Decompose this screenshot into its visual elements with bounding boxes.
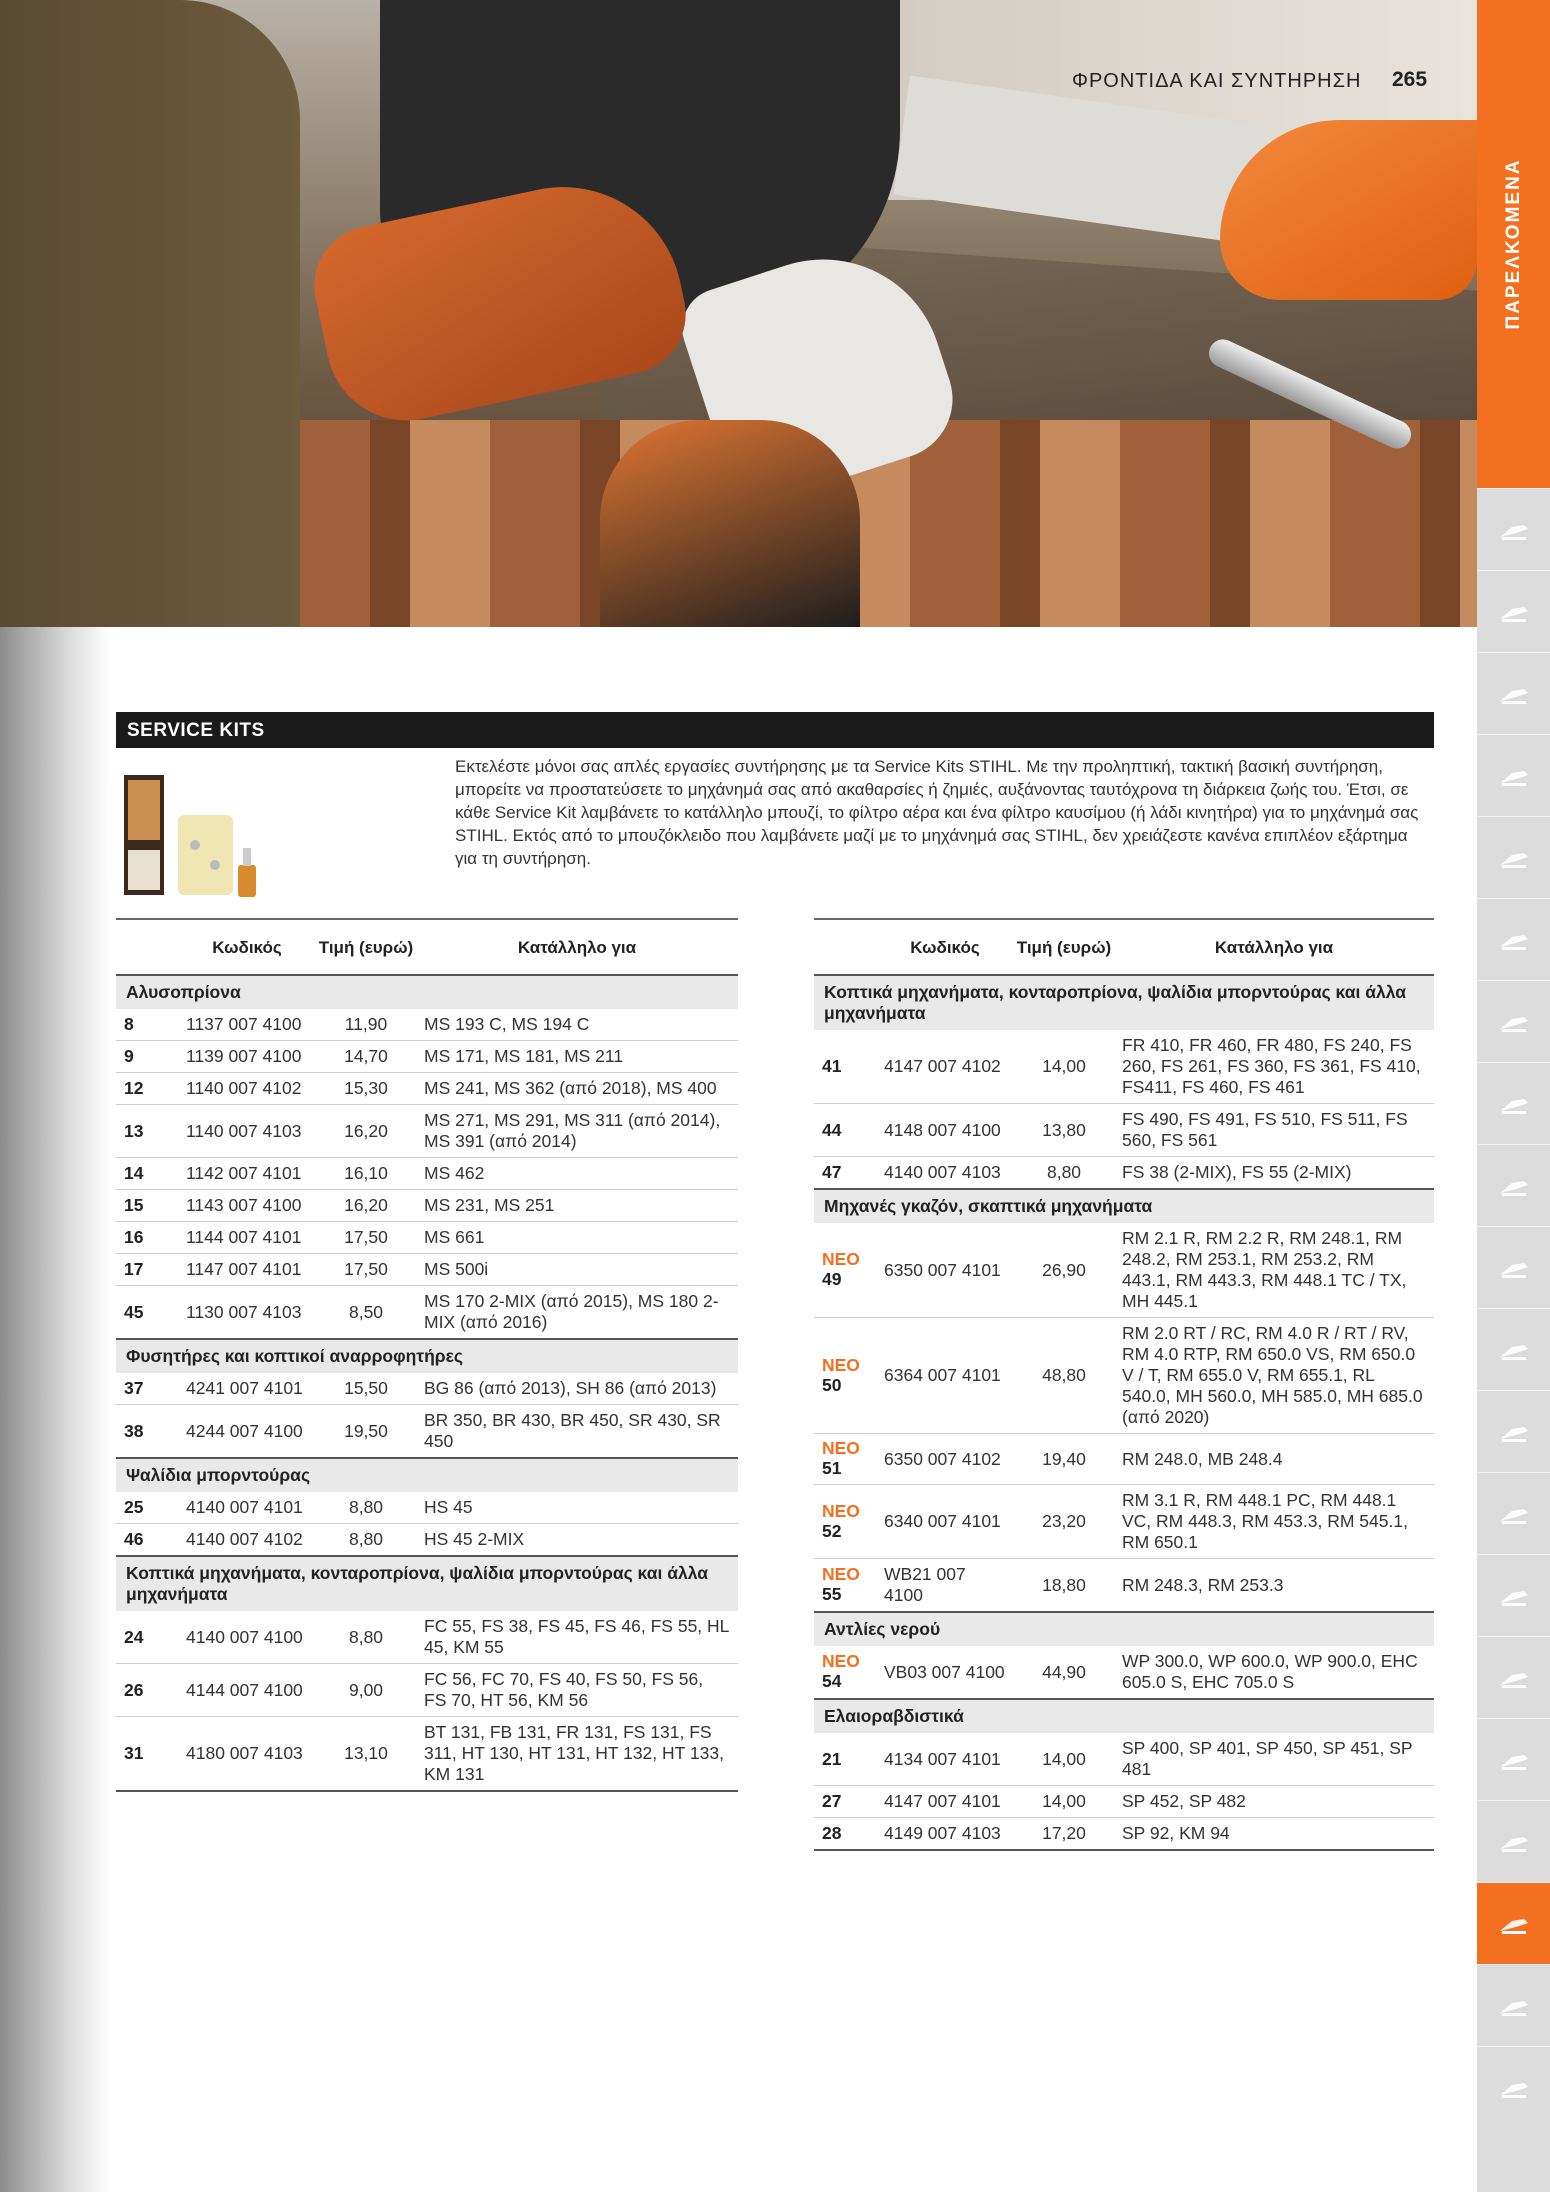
item-number: 15 [124, 1195, 144, 1215]
new-badge: ΝΕΟ [822, 1438, 860, 1458]
table-row [116, 1105, 738, 1158]
case-icon [1494, 1991, 1534, 2021]
item-price: 13,10 [316, 1717, 416, 1792]
item-code: WB21 007 4100 [876, 1559, 1014, 1613]
group-title: Φυσητήρες και κοπτικοί αναρροφητήρες [116, 1339, 738, 1373]
table-row [116, 1190, 738, 1222]
pressure-washer-icon [1494, 1335, 1534, 1365]
table-row [116, 1073, 738, 1105]
group-row [116, 1339, 738, 1373]
page-edge-shadow [0, 627, 110, 2192]
group-row [814, 1699, 1434, 1733]
item-price: 8,50 [316, 1286, 416, 1340]
item-fits: SP 400, SP 401, SP 450, SP 451, SP 481 [1114, 1733, 1434, 1786]
table-header [814, 919, 1434, 975]
chainsaw-icon [1494, 597, 1534, 627]
item-price: 19,40 [1014, 1434, 1114, 1485]
table-row [814, 1104, 1434, 1157]
item-fits: FR 410, FR 460, FR 480, FS 240, FS 260, FS 261, FS 360, FS 361, FS 410, FS411, FS 460, FS 461 [1114, 1030, 1434, 1104]
service-kits-heading: SERVICE KITS [116, 712, 1434, 748]
item-number: 44 [822, 1119, 842, 1140]
sidebar-tab-earth-auger[interactable] [1477, 1144, 1550, 1226]
column-header-fits: Κατάλληλο για [1114, 919, 1434, 975]
table-row [116, 1009, 738, 1041]
new-badge: ΝΕΟ [822, 1354, 860, 1375]
category-label: ΠΑΡΕΛΚΟΜΕΝΑ [1502, 158, 1524, 330]
item-price: 26,90 [1014, 1223, 1114, 1318]
sidebar-tab-case[interactable] [1477, 1964, 1550, 2046]
item-fits: HS 45 2-MIX [416, 1524, 738, 1557]
blower-icon [1494, 843, 1534, 873]
item-number: 12 [124, 1078, 144, 1098]
column-header-fits: Κατάλληλο για [416, 919, 738, 975]
item-code: 1140 007 4102 [178, 1073, 316, 1105]
group-row [116, 1458, 738, 1492]
item-code: 1130 007 4103 [178, 1286, 316, 1340]
item-code: 4244 007 4100 [178, 1405, 316, 1459]
group-title: Ελαιοραβδιστικά [814, 1699, 1434, 1733]
item-number: 45 [124, 1301, 144, 1322]
sidebar-tab-blower[interactable] [1477, 816, 1550, 898]
spray-bottle-icon [1494, 1909, 1534, 1939]
item-price: 14,00 [1014, 1733, 1114, 1786]
item-number: 51 [822, 1458, 842, 1478]
column-header-code: Κωδικός [178, 919, 316, 975]
new-badge: ΝΕΟ [822, 1249, 860, 1269]
item-number: 31 [124, 1743, 144, 1763]
item-price: 16,20 [316, 1190, 416, 1222]
table-row [116, 1405, 738, 1459]
item-code: 6340 007 4101 [876, 1485, 1014, 1559]
sidebar-tab-spray-bottle[interactable] [1477, 1882, 1550, 1964]
sidebar-tab-axe[interactable] [1477, 1718, 1550, 1800]
item-price: 9,00 [316, 1664, 416, 1717]
category-label-tab[interactable] [1477, 0, 1550, 488]
item-code: 1137 007 4100 [178, 1009, 316, 1041]
sidebar-tab-lawn-mower[interactable] [1477, 898, 1550, 980]
table-row [814, 1157, 1434, 1190]
item-number: 9 [124, 1046, 134, 1066]
item-number: 14 [124, 1163, 144, 1183]
item-fits: FC 55, FS 38, FS 45, FS 46, FS 55, HL 45, KM 55 [416, 1611, 738, 1664]
item-code: VB03 007 4100 [876, 1646, 1014, 1699]
group-row [814, 975, 1434, 1030]
item-number: 41 [822, 1056, 842, 1076]
shredder-icon [1494, 1581, 1534, 1611]
item-code: 1139 007 4100 [178, 1041, 316, 1073]
item-code: 4140 007 4103 [876, 1157, 1014, 1190]
service-kits-table-right [814, 918, 1434, 1851]
sidebar-tab-jacket[interactable] [1477, 1636, 1550, 1718]
item-number: 52 [822, 1520, 842, 1541]
tiller-icon [1494, 1089, 1534, 1119]
table-row [116, 1492, 738, 1524]
item-fits: MS 271, MS 291, MS 311 (από 2014), MS 391 (από 2014) [416, 1105, 738, 1158]
item-fits: RM 2.1 R, RM 2.2 R, RM 248.1, RM 248.2, RM 253.1, RM 253.2, RM 443.1, RM 443.3, RM 448.1 TC / TX, MH 445.1 [1114, 1223, 1434, 1318]
service-kits-description: Εκτελέστε μόνοι σας απλές εργασίες συντήρησης με τα Service Kits STIHL. Με την προληπτική, τακτική βασική συντήρηση, μπορείτε να προστατεύσετε το μηχάνημά σας από ακαθαρσίες ή ζημιές, αυξάνοντας ταυτόχρονα τη διάρκεια ζωής του. Έτσι, σε κάθε Service Kit λαμβάνετε το κατάλληλο μπουζί, το φίλτρο αέρα και ένα φίλτρο καυσίμου (ή λάδι κινητήρα) για το μηχάνημά σας STIHL. Εκτός από το μπουζόκλειδο που λαμβάνετε μαζί με το μηχάνημά σας STIHL, δεν χρειάζεστε κανένα επιπλέον εξάρτημα για τη συντήρηση. [455, 757, 1419, 868]
item-number: 16 [124, 1227, 144, 1247]
item-fits: MS 231, MS 251 [416, 1190, 738, 1222]
item-number: 17 [124, 1259, 144, 1279]
sidebar-tab-brushcutter[interactable] [1477, 980, 1550, 1062]
page-number: 265 [1392, 68, 1428, 91]
jacket-icon [1494, 1663, 1534, 1693]
item-fits: HS 45 [416, 1492, 738, 1524]
item-code: 6350 007 4102 [876, 1434, 1014, 1485]
column-header-price: Τιμή (ευρώ) [316, 919, 416, 975]
pole-saw-icon [1494, 679, 1534, 709]
item-code: 4140 007 4100 [178, 1611, 316, 1664]
table-row [116, 1222, 738, 1254]
item-fits: SP 452, SP 482 [1114, 1786, 1434, 1818]
cut-off-saw-icon [1494, 761, 1534, 791]
item-code: 1143 007 4100 [178, 1190, 316, 1222]
item-price: 13,80 [1014, 1104, 1114, 1157]
service-kits-table-left [116, 918, 738, 1792]
item-number: 47 [822, 1162, 842, 1182]
item-number: 28 [822, 1823, 842, 1843]
item-price: 17,20 [1014, 1818, 1114, 1851]
axe-icon [1494, 1745, 1534, 1775]
item-price: 48,80 [1014, 1318, 1114, 1434]
section-title: ΦΡΟΝΤΙΔΑ ΚΑΙ ΣΥΝΤΗΡΗΣΗ [1072, 70, 1362, 92]
sidebar-tab-shredder[interactable] [1477, 1554, 1550, 1636]
table-row [814, 1786, 1434, 1818]
item-price: 8,80 [1014, 1157, 1114, 1190]
item-number: 21 [822, 1748, 842, 1769]
table-row [814, 1559, 1434, 1613]
item-fits: FS 490, FS 491, FS 510, FS 511, FS 560, FS 561 [1114, 1104, 1434, 1157]
item-fits: MS 462 [416, 1158, 738, 1190]
column-header-price: Τιμή (ευρώ) [1014, 919, 1114, 975]
item-fits: MS 193 C, MS 194 C [416, 1009, 738, 1041]
category-sidebar [1477, 0, 1550, 2192]
item-price: 14,00 [1014, 1030, 1114, 1104]
group-row [814, 1189, 1434, 1223]
item-fits: MS 500i [416, 1254, 738, 1286]
item-fits: MS 661 [416, 1222, 738, 1254]
item-code: 6364 007 4101 [876, 1318, 1014, 1434]
table-row [814, 1733, 1434, 1786]
item-code: 4140 007 4102 [178, 1524, 316, 1557]
table-row [814, 1030, 1434, 1104]
item-number: 13 [124, 1120, 144, 1141]
item-price: 19,50 [316, 1405, 416, 1459]
table-row [814, 1646, 1434, 1699]
table-row [116, 1041, 738, 1073]
item-fits: WP 300.0, WP 600.0, WP 900.0, EHC 605.0 S, EHC 705.0 S [1114, 1646, 1434, 1699]
table-row [116, 1524, 738, 1557]
generator-icon [1494, 1253, 1534, 1283]
item-price: 8,80 [316, 1524, 416, 1557]
item-code: 4241 007 4101 [178, 1373, 316, 1405]
item-price: 44,90 [1014, 1646, 1114, 1699]
item-number: 54 [822, 1671, 842, 1691]
item-code: 4180 007 4103 [178, 1717, 316, 1792]
tshirt-icon [1494, 2073, 1534, 2103]
table-row [116, 1664, 738, 1717]
new-badge: ΝΕΟ [822, 1651, 860, 1671]
battery-icon [1494, 515, 1534, 545]
sidebar-tab-hedge-trimmer[interactable] [1477, 1390, 1550, 1472]
earth-auger-icon [1494, 1171, 1534, 1201]
lawn-mower-icon [1494, 925, 1534, 955]
sidebar-tab-chainsaw[interactable] [1477, 570, 1550, 652]
item-number: 26 [124, 1679, 144, 1700]
item-code: 1147 007 4101 [178, 1254, 316, 1286]
table-row [116, 1158, 738, 1190]
item-code: 4144 007 4100 [178, 1664, 316, 1717]
sidebar-tab-tiller[interactable] [1477, 1062, 1550, 1144]
toolbox-icon [1494, 1827, 1534, 1857]
sidebar-tab-toolbox[interactable] [1477, 1800, 1550, 1882]
group-title: Ψαλίδια μπορντούρας [116, 1458, 738, 1492]
item-fits: MS 170 2-MIX (από 2015), MS 180 2-MIX (από 2016) [416, 1286, 738, 1340]
item-price: 23,20 [1014, 1485, 1114, 1559]
item-fits: RM 248.3, RM 253.3 [1114, 1559, 1434, 1613]
sidebar-tab-pole-saw[interactable] [1477, 652, 1550, 734]
group-title: Μηχανές γκαζόν, σκαπτικά μηχανήματα [814, 1189, 1434, 1223]
item-code: 1144 007 4101 [178, 1222, 316, 1254]
hero-photo [0, 0, 1477, 627]
item-code: 4140 007 4101 [178, 1492, 316, 1524]
sprayer-icon [1494, 1499, 1534, 1529]
item-code: 4149 007 4103 [876, 1818, 1014, 1851]
sidebar-tab-battery[interactable] [1477, 488, 1550, 570]
item-fits: RM 2.0 RT / RC, RM 4.0 R / RT / RV, RM 4.0 RTP, RM 650.0 VS, RM 650.0 V / T, RM 655.0 V, RM 655.1, RL 540.0, MH 560.0, MH 585.0, MH 685.0 (από 2020) [1114, 1318, 1434, 1434]
hedge-trimmer-icon [1494, 1417, 1534, 1447]
item-price: 15,50 [316, 1373, 416, 1405]
table-row [814, 1223, 1434, 1318]
brushcutter-icon [1494, 1007, 1534, 1037]
item-number: 24 [124, 1626, 144, 1647]
sidebar-tab-tshirt[interactable] [1477, 2046, 1550, 2128]
group-row [814, 1612, 1434, 1646]
item-price: 17,50 [316, 1222, 416, 1254]
table-row [814, 1485, 1434, 1559]
item-price: 16,10 [316, 1158, 416, 1190]
item-price: 18,80 [1014, 1559, 1114, 1613]
group-row [116, 1556, 738, 1611]
item-fits: RM 3.1 R, RM 448.1 PC, RM 448.1 VC, RM 448.3, RM 453.3, RM 545.1, RM 650.1 [1114, 1485, 1434, 1559]
item-fits: SP 92, KM 94 [1114, 1818, 1434, 1851]
item-fits: RM 248.0, MB 248.4 [1114, 1434, 1434, 1485]
item-code: 4148 007 4100 [876, 1104, 1014, 1157]
item-number: 50 [822, 1374, 842, 1395]
new-badge: ΝΕΟ [822, 1500, 860, 1521]
group-title: Κοπτικά μηχανήματα, κονταροπρίονα, ψαλίδια μπορντούρας και άλλα μηχανήματα [814, 975, 1434, 1030]
item-price: 11,90 [316, 1009, 416, 1041]
table-row [814, 1318, 1434, 1434]
table-row [116, 1611, 738, 1664]
item-code: 1142 007 4101 [178, 1158, 316, 1190]
sidebar-tab-cut-off-saw[interactable] [1477, 734, 1550, 816]
table-header [116, 919, 738, 975]
column-header-code: Κωδικός [876, 919, 1014, 975]
item-fits: FS 38 (2-MIX), FS 55 (2-MIX) [1114, 1157, 1434, 1190]
item-price: 16,20 [316, 1105, 416, 1158]
item-price: 14,00 [1014, 1786, 1114, 1818]
sidebar-tab-generator[interactable] [1477, 1226, 1550, 1308]
item-price: 8,80 [316, 1611, 416, 1664]
sidebar-tab-sprayer[interactable] [1477, 1472, 1550, 1554]
table-row [116, 1717, 738, 1792]
item-code: 1140 007 4103 [178, 1105, 316, 1158]
item-number: 8 [124, 1014, 134, 1034]
item-code: 4134 007 4101 [876, 1733, 1014, 1786]
item-code: 4147 007 4101 [876, 1786, 1014, 1818]
item-number: 46 [124, 1529, 144, 1549]
item-fits: BG 86 (από 2013), SH 86 (από 2013) [416, 1373, 738, 1405]
item-price: 17,50 [316, 1254, 416, 1286]
item-number: 37 [124, 1378, 144, 1398]
table-row [814, 1818, 1434, 1851]
item-fits: MS 171, MS 181, MS 211 [416, 1041, 738, 1073]
item-fits: BT 131, FB 131, FR 131, FS 131, FS 311, HT 130, HT 131, HT 132, HT 133, KM 131 [416, 1717, 738, 1792]
group-title: Αλυσοπρίονα [116, 975, 738, 1009]
item-fits: BR 350, BR 430, BR 450, SR 430, SR 450 [416, 1405, 738, 1459]
service-kit-product-image [120, 770, 320, 905]
item-number: 25 [124, 1497, 144, 1517]
new-badge: ΝΕΟ [822, 1564, 860, 1584]
item-fits: FC 56, FC 70, FS 40, FS 50, FS 56, FS 70, HT 56, KM 56 [416, 1664, 738, 1717]
group-row [116, 975, 738, 1009]
table-row [814, 1434, 1434, 1485]
item-code: 6350 007 4101 [876, 1223, 1014, 1318]
table-row [116, 1254, 738, 1286]
group-title: Αντλίες νερού [814, 1612, 1434, 1646]
table-row [116, 1373, 738, 1405]
item-price: 15,30 [316, 1073, 416, 1105]
item-fits: MS 241, MS 362 (από 2018), MS 400 [416, 1073, 738, 1105]
item-code: 4147 007 4102 [876, 1030, 1014, 1104]
item-number: 55 [822, 1584, 842, 1604]
table-row [116, 1286, 738, 1340]
item-price: 14,70 [316, 1041, 416, 1073]
item-number: 49 [822, 1269, 842, 1289]
item-number: 27 [822, 1791, 842, 1811]
group-title: Κοπτικά μηχανήματα, κονταροπρίονα, ψαλίδια μπορντούρας και άλλα μηχανήματα [116, 1556, 738, 1611]
item-price: 8,80 [316, 1492, 416, 1524]
sidebar-tab-pressure-washer[interactable] [1477, 1308, 1550, 1390]
item-number: 38 [124, 1420, 144, 1441]
